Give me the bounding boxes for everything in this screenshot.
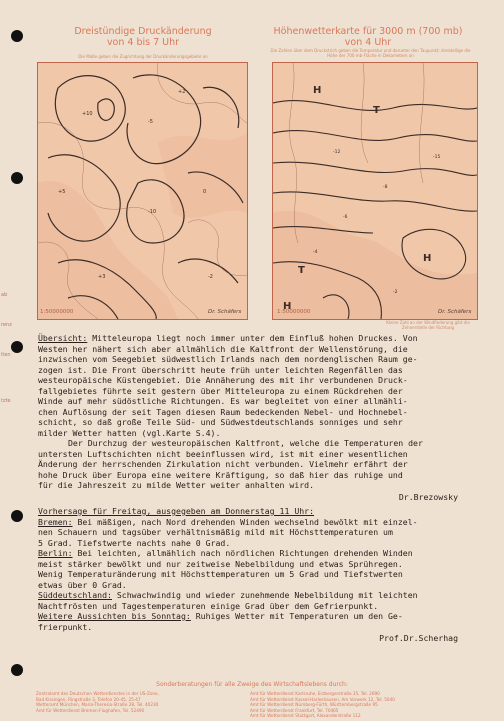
text-line: Änderung der herrschenden Zirkulation nicht verbunden. Vielmehr erfährt der [38,459,408,469]
left-map-signature: Dr. Schäfers [208,309,242,315]
text-line: chen Auflösung der seit Tagen diesen Raum bedeckenden Nebel- und Hochnebel- [38,406,408,417]
punch-hole [11,664,23,676]
svg-text:-8: -8 [383,185,388,190]
text-line: 5 Grad. Tiefstwerte nachts nahe 0 Grad. [38,537,231,548]
punch-hole [11,30,23,42]
footer-line: Amt für Wetterdienst Bremen-Flughafen, Tel. 52490 [36,707,145,713]
svg-text:H: H [423,253,432,264]
svg-text:H: H [313,85,322,96]
text-line: Bei leichten, allmählich nach nördlichen Richtungen drehenden Winden [72,548,413,558]
text-line: milder Wetter hatten (vgl.Karte S.4). [38,427,221,438]
text-line: Winde auf mehr südöstliche Richtungen. Es war begleitet von einer allmähli- [38,396,408,406]
text-line: frierpunkt. [38,621,93,632]
outlook-paragraph [38,611,458,622]
text-line: Bei mäßigen, nach Nord drehenden Winden wechselnd bewölkt mit einzel- [72,516,418,527]
text-line: meist stärker bewölkt und nur zeitweise Nebelbildung und etwas Sprühregen. [38,558,403,569]
berlin-label: Berlin: [38,548,73,558]
svg-text:-4: -4 [313,250,318,255]
left-map-scale: 1:50000000 [40,309,74,315]
svg-text:0: 0 [203,189,207,195]
margin-note: renz [1,322,12,328]
text-line: Westen her nähert sich aber allmählich die Kaltfront der Wellenstörung, die [38,343,408,354]
left-map-title-line1: Dreistündige Druckänderung [74,26,212,37]
sueddeutschland-label: Süddeutschland: [38,590,112,600]
svg-text:-2: -2 [393,290,398,295]
svg-text:-2: -2 [208,274,213,280]
text-line: Schwachwindig und wieder zunehmende Nebelbildung mit leichten [111,590,418,600]
right-map-scale: 1:50000000 [277,309,311,315]
punch-hole [11,510,23,522]
right-map-caption: Die Zahlen über dem Druckstrich geben die Temperatur und darunter den Taupunkt; dreistellige die Höhe der 700 mb-Fläche in Dekametern an [270,48,471,58]
footer-left [36,691,236,713]
footer-right [250,691,470,719]
svg-text:-10: -10 [148,209,157,215]
svg-text:H: H [283,301,292,312]
signature-scherhag: Prof.Dr.Scherhag [379,633,458,643]
footer-line: Amt für Wetterdienst Frankfurt, Tel. 70465 [250,707,339,713]
text-line: westeuropäische Küstengebiet. Die Annäherung des mit ihr verbundenen Druck- [38,375,408,385]
punch-hole [11,172,23,184]
svg-text:+2: +2 [178,89,186,95]
text-line: Der Durchzug der westeuropäischen Kaltfront, welche die Temperaturen der [68,438,423,448]
footer-line: Amt für Wetterdienst Kassel-Harleshausen, Am Vorwerk 12, Tel. 5040 [250,696,395,702]
bremen-paragraph [38,517,458,528]
right-map [272,62,478,320]
svg-text:-12: -12 [333,150,341,155]
text-line: Wenig Temperaturänderung mit Höchsttemperaturen um 5 Grad und Tiefstwerten [38,569,403,579]
text-line: untersten Luftschichten nicht beeinflussen wird, ist mit einer wesentlichen [38,448,408,459]
text-line: Nachtfrösten und Tagestemperaturen einige Grad über dem Gefrierpunkt. [38,600,379,611]
punch-hole [11,341,23,353]
svg-text:+5: +5 [58,189,66,195]
margin-note: ab [1,292,8,298]
left-map-title [38,26,248,48]
forecast-heading: Vorhersage für Freitag, ausgegeben am Donnerstag 11 Uhr: [38,506,315,516]
berlin-paragraph [38,548,458,559]
footer-line: Amt für Wetterdienst Stuttgart, Alexanderstraße 112 [250,713,361,719]
right-map-signature: Dr. Schäfers [438,309,472,315]
margin-note: tzte [1,398,11,404]
svg-text:+10: +10 [82,111,93,117]
left-map [37,62,248,320]
svg-text:+3: +3 [98,274,106,280]
text-line: nen Schauern und tagsüber verhältnismäßig mild mit Höchsttemperaturen um [38,527,393,537]
svg-text:-6: -6 [343,215,348,220]
right-map-footnote: Kleine Zahl an der Windfiederung gibt die Zehnerstelle der Richtung [386,320,470,330]
outlook-label: Weitere Aussichten bis Sonntag: [38,611,191,621]
sueddeutschland-paragraph [38,590,458,601]
uebersicht-label: Übersicht: [38,333,88,343]
upper-air-map [273,63,477,319]
svg-text:T: T [298,265,305,276]
footer-line: Bad Kissingen, Ringstraße 3, Telefon 20-45, 25-47 [36,696,141,702]
left-map-caption: Die Maße geben die Zugrichtung der Druckänderungsgebiete an [78,54,208,59]
text-line: inzwischen vom Seegebiet südwestlich Irlands nach dem nordenglischen Raum ge- [38,354,418,364]
right-map-title-line1: Höhenwetterkarte für 3000 m (700 mb) [273,26,463,37]
svg-text:T: T [373,105,380,116]
footer-line: Amt für Wetterdienst Karlsruhe, Erzbergerstraße 35, Tel. 2690 [250,691,380,696]
right-map-title-line2: von 4 Uhr [344,37,392,48]
weather-report-text [38,333,458,644]
footer-title: Sonderberatungen für alle Zweige des Wirtschaftslebens durch: [156,681,348,688]
svg-text:-5: -5 [148,119,153,125]
left-map-title-line2: von 4 bis 7 Uhr [106,37,180,48]
footer-line: Amt für Wetterdienst Nürnberg-Fürth, Württembergstraße 95 [250,702,378,708]
svg-text:-15: -15 [433,155,441,160]
text-line: für die Jahreszeit zu milde Wetter weiter anhalten wird. [38,480,315,490]
pressure-change-map [38,63,247,319]
text-line: hohe Druck über Europa eine weitere Kräftigung, so daß hier das ruhige und [38,469,403,480]
text-line: zogen ist. Die Front überschritt heute früh unter leichten Regenfällen das [38,364,403,375]
right-map-title [258,26,478,48]
text-line: Ruhiges Wetter mit Temperaturen um den Ge- [190,611,403,621]
signature-brezowsky: Dr.Brezowsky [398,491,458,502]
uebersicht-paragraph [38,333,458,344]
text-line: etwas über 0 Grad. [38,579,127,590]
footer-line: Wetteramt München, Maria-Theresia-Straße 28, Tel. 40230 [36,702,159,708]
text-line: schicht, so daß große Teile Süd- und Südwestdeutschlands sonniges und sehr [38,417,403,427]
footer-line: Zentralamt des Deutschen Wetterdienstes in der US-Zone, [36,691,159,696]
text-line: Mitteleuropa liegt noch immer unter dem Einfluß hohen Druckes. Von [87,333,418,343]
margin-note: iten [1,352,11,358]
text-line: fallgebietes führte seit gestern über Mitteleuropa zu einem Rückdrehen der [38,385,403,396]
bremen-label: Bremen: [38,516,73,527]
